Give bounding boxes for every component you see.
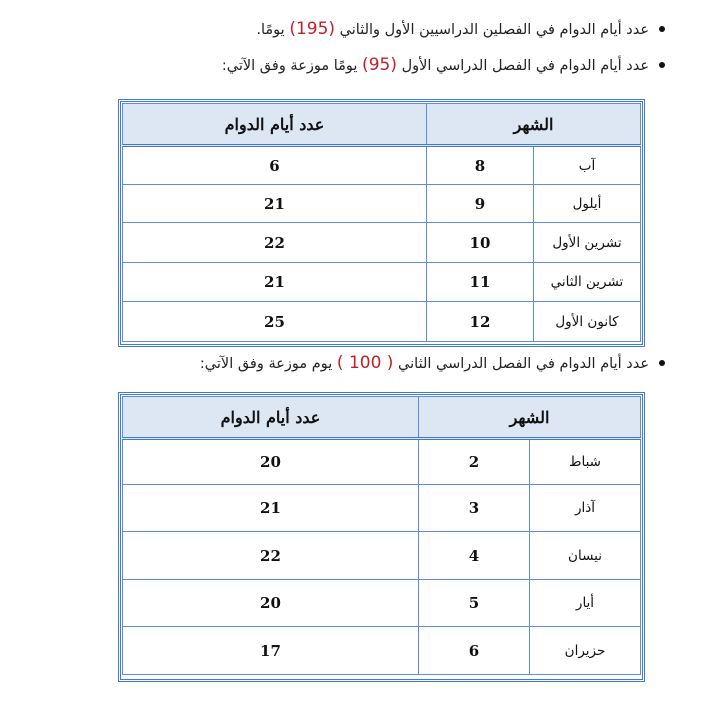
month-number: 4 <box>418 532 529 580</box>
highlight-number: ( 100 ) <box>336 353 394 373</box>
days-count: 22 <box>123 532 419 580</box>
table-row <box>123 532 641 580</box>
month-number: 2 <box>418 439 529 485</box>
month-name: تشرين الثاني <box>534 263 641 302</box>
month-name: آذار <box>530 485 641 532</box>
bullet-icon <box>659 26 665 32</box>
table-row <box>123 580 641 627</box>
second-semester-table <box>118 392 645 682</box>
month-number: 5 <box>418 580 529 627</box>
month-number: 3 <box>418 485 529 532</box>
month-name: تشرين الأول <box>534 223 641 263</box>
table-row <box>123 185 641 223</box>
month-number: 10 <box>426 223 533 263</box>
header-days: عدد أيام الدوام <box>123 104 427 146</box>
table-row <box>123 627 641 675</box>
month-number: 11 <box>426 263 533 302</box>
days-count: 17 <box>123 627 419 675</box>
bullet-second-semester <box>200 353 665 373</box>
bullet-text: عدد أيام الدوام في الفصل الدراسي الأول (95) يومًا موزعة وفق الآتي: <box>221 55 649 75</box>
month-number: 12 <box>426 302 533 342</box>
first-semester-table <box>118 99 645 347</box>
bullet-text: عدد أيام الدوام في الفصل الدراسي الثاني ( 100 ) يوم موزعة وفق الآتي: <box>199 353 649 373</box>
header-days: عدد أيام الدوام <box>123 397 419 439</box>
month-name: أيار <box>530 580 641 627</box>
month-name: كانون الأول <box>534 302 641 342</box>
bullet-first-semester <box>222 55 665 75</box>
month-name: حزيران <box>530 627 641 675</box>
days-count: 25 <box>123 302 427 342</box>
table-row <box>123 439 641 485</box>
month-name: شباط <box>530 439 641 485</box>
bullet-icon <box>659 62 665 68</box>
days-count: 20 <box>123 580 419 627</box>
month-name: آب <box>534 146 641 185</box>
month-name: أيلول <box>534 185 641 223</box>
highlight-number: (195) <box>289 19 336 39</box>
header-month: الشهر <box>426 104 640 146</box>
bullet-total-days <box>256 19 665 39</box>
bullet-text: عدد أيام الدوام في الفصلين الدراسيين الأول والثاني (195) يومًا. <box>256 19 649 39</box>
month-number: 6 <box>418 627 529 675</box>
month-name: نيسان <box>530 532 641 580</box>
table-row <box>123 485 641 532</box>
table-row <box>123 302 641 342</box>
month-number: 9 <box>426 185 533 223</box>
table-row <box>123 146 641 185</box>
days-count: 21 <box>123 185 427 223</box>
days-count: 21 <box>123 263 427 302</box>
days-count: 20 <box>123 439 419 485</box>
table-row <box>123 223 641 263</box>
table-row <box>123 263 641 302</box>
highlight-number: (95) <box>362 55 397 75</box>
month-number: 8 <box>426 146 533 185</box>
days-count: 21 <box>123 485 419 532</box>
days-count: 6 <box>123 146 427 185</box>
days-count: 22 <box>123 223 427 263</box>
bullet-icon <box>659 360 665 366</box>
header-month: الشهر <box>418 397 640 439</box>
